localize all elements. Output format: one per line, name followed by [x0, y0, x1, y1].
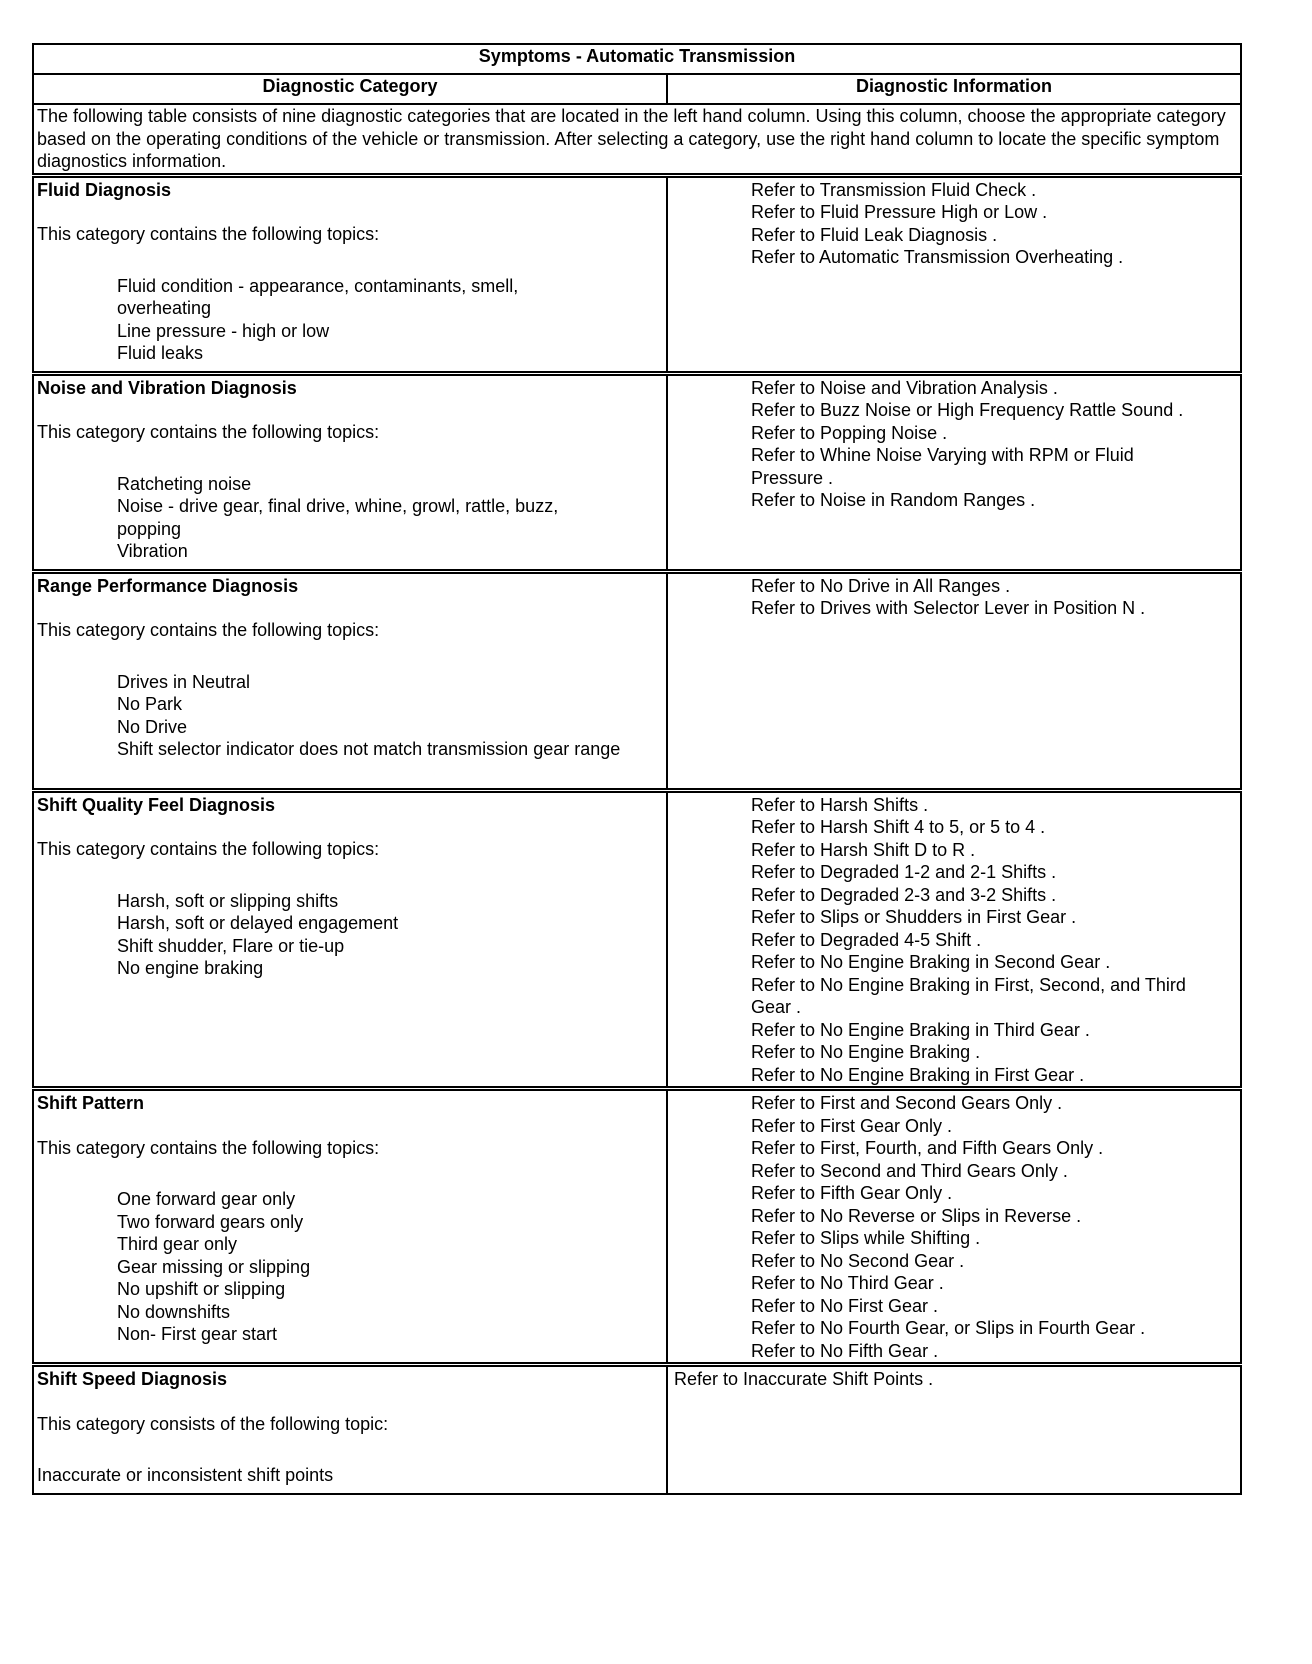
topic-list — [37, 1188, 663, 1346]
reference-item: Refer to No Fifth Gear . — [751, 1340, 939, 1361]
reference-item: Refer to No Engine Braking in Second Gear . — [751, 952, 1111, 972]
reference-item: Refer to Degraded 4-5 Shift . — [751, 929, 982, 950]
reference-item: Refer to Drives with Selector Lever in Position N . — [751, 598, 1146, 618]
reference-item: Refer to No Drive in All Ranges . — [751, 575, 1011, 596]
reference-list — [671, 1092, 1237, 1362]
category-row-shift-speed — [33, 1365, 1241, 1495]
category-title: Fluid Diagnosis — [37, 179, 172, 200]
reference-item: Refer to Second and Third Gears Only . — [751, 1160, 1068, 1181]
reference-item: Refer to Harsh Shift 4 to 5, or 5 to 4 . — [751, 817, 1046, 837]
reference-item: Refer to Degraded 1-2 and 2-1 Shifts . — [751, 862, 1057, 882]
reference-item: Refer to No Second Gear . — [751, 1250, 965, 1271]
reference-item: Refer to No Engine Braking in First Gear . — [751, 1064, 1085, 1085]
reference-item: Refer to Automatic Transmission Overheating . — [751, 247, 1124, 267]
reference-item: Refer to Whine Noise Varying with RPM or Fluid Pressure . — [751, 445, 1134, 488]
topic-list — [37, 890, 663, 980]
topic-item: No Park — [117, 694, 183, 714]
category-description: This category contains the following topics: — [37, 839, 380, 859]
category-title: Shift Speed Diagnosis — [37, 1369, 228, 1389]
reference-item: Refer to Popping Noise . — [751, 422, 948, 443]
topic-item: Drives in Neutral — [117, 671, 251, 692]
reference-item: Refer to Buzz Noise or High Frequency Rattle Sound . — [751, 400, 1184, 420]
reference-item: Refer to Fluid Leak Diagnosis . — [751, 224, 998, 245]
reference-item: Refer to No Fourth Gear, or Slips in Fourth Gear . — [751, 1318, 1146, 1338]
category-row-shift-pattern — [33, 1089, 1241, 1365]
reference-cell — [667, 373, 1241, 571]
category-cell — [33, 1365, 667, 1495]
reference-item: Refer to Harsh Shift D to R . — [751, 839, 976, 860]
topic-item: Two forward gears only — [117, 1211, 304, 1232]
category-description: This category contains the following topics: — [37, 224, 380, 244]
reference-list — [671, 575, 1237, 620]
reference-item: Refer to Noise and Vibration Analysis . — [751, 377, 1058, 398]
reference-list — [671, 794, 1237, 1087]
reference-item: Refer to No Engine Braking in First, Second, and Third Gear . — [751, 974, 1186, 1017]
topic-item: Non- First gear start — [117, 1324, 278, 1344]
category-row-range — [33, 571, 1241, 790]
topic-item: Noise - drive gear, final drive, whine, growl, rattle, buzz, popping — [117, 496, 559, 539]
topic-item: No engine braking — [117, 958, 264, 978]
topic-item: Line pressure - high or low — [117, 320, 330, 341]
topic-item: One forward gear only — [117, 1189, 296, 1209]
category-title: Noise and Vibration Diagnosis — [37, 377, 297, 398]
column-header-category: Diagnostic Category — [33, 74, 667, 104]
intro-paragraph: The following table consists of nine diagnostic categories that are located in the left hand column. Using this column, choose the appropriate category based on the operating conditions of the vehicle or transmission. After selecting a category, use the right hand column to locate the specific symptom diagnostics information. — [33, 104, 1241, 175]
topic-list — [37, 671, 663, 761]
reference-cell — [667, 790, 1241, 1089]
category-cell — [33, 373, 667, 571]
reference-item: Refer to No Third Gear . — [751, 1273, 944, 1293]
topic-item: Shift selector indicator does not match transmission gear range — [117, 739, 621, 759]
topic-item: Inaccurate or inconsistent shift points — [37, 1465, 334, 1485]
topic-item: Gear missing or slipping — [117, 1256, 311, 1277]
reference-item: Refer to Harsh Shifts . — [751, 794, 929, 815]
reference-item: Refer to Slips while Shifting . — [751, 1228, 981, 1248]
reference-item: Refer to Inaccurate Shift Points . — [674, 1369, 934, 1389]
topic-item: No downshifts — [117, 1301, 231, 1322]
topic-item: Harsh, soft or slipping shifts — [117, 890, 339, 911]
category-cell — [33, 1089, 667, 1365]
category-title: Range Performance Diagnosis — [37, 575, 299, 596]
reference-item: Refer to Fluid Pressure High or Low . — [751, 202, 1048, 222]
reference-item: Refer to No Engine Braking . — [751, 1042, 981, 1062]
category-row-shift-quality — [33, 790, 1241, 1089]
topic-item: Third gear only — [117, 1234, 238, 1254]
reference-item: Refer to Degraded 2-3 and 3-2 Shifts . — [751, 884, 1057, 905]
category-title: Shift Quality Feel Diagnosis — [37, 794, 276, 815]
category-cell — [33, 571, 667, 790]
reference-item: Refer to First Gear Only . — [751, 1115, 953, 1136]
reference-cell — [667, 175, 1241, 373]
topic-item: Fluid leaks — [117, 343, 204, 363]
topic-list — [37, 473, 663, 563]
reference-list — [671, 377, 1237, 512]
topic-list — [37, 275, 663, 365]
reference-item: Refer to First, Fourth, and Fifth Gears Only . — [751, 1138, 1104, 1158]
reference-cell — [667, 571, 1241, 790]
category-row-noise — [33, 373, 1241, 571]
table-title: Symptoms - Automatic Transmission — [33, 44, 1241, 74]
column-header-information: Diagnostic Information — [667, 74, 1241, 104]
reference-list — [671, 179, 1237, 269]
topic-item: No Drive — [117, 716, 188, 737]
reference-item: Refer to Transmission Fluid Check . — [751, 179, 1037, 200]
reference-item: Refer to First and Second Gears Only . — [751, 1093, 1063, 1113]
topic-item: Fluid condition - appearance, contaminants, smell, overheating — [117, 275, 519, 318]
category-description: This category consists of the following topic: — [37, 1413, 389, 1434]
topic-item: No upshift or slipping — [117, 1279, 286, 1299]
category-cell — [33, 790, 667, 1089]
category-title: Shift Pattern — [37, 1093, 145, 1113]
reference-item: Refer to No First Gear . — [751, 1295, 939, 1316]
reference-cell — [667, 1089, 1241, 1365]
category-cell — [33, 175, 667, 373]
reference-list — [671, 1368, 1237, 1391]
category-description: This category contains the following topics: — [37, 620, 380, 640]
reference-item: Refer to No Engine Braking in Third Gear . — [751, 1019, 1090, 1040]
topic-item: Ratcheting noise — [117, 473, 252, 494]
reference-cell — [667, 1365, 1241, 1495]
reference-item: Refer to No Reverse or Slips in Reverse . — [751, 1205, 1082, 1226]
category-row-fluid — [33, 175, 1241, 373]
symptoms-table — [32, 43, 1242, 1495]
reference-item: Refer to Noise in Random Ranges . — [751, 490, 1036, 510]
topic-item: Vibration — [117, 541, 188, 561]
reference-item: Refer to Fifth Gear Only . — [751, 1183, 953, 1203]
reference-item: Refer to Slips or Shudders in First Gear . — [751, 907, 1077, 927]
topic-item: Harsh, soft or delayed engagement — [117, 913, 399, 933]
category-description: This category contains the following topics: — [37, 422, 380, 442]
topic-item: Shift shudder, Flare or tie-up — [117, 935, 345, 956]
category-description: This category contains the following topics: — [37, 1137, 380, 1158]
